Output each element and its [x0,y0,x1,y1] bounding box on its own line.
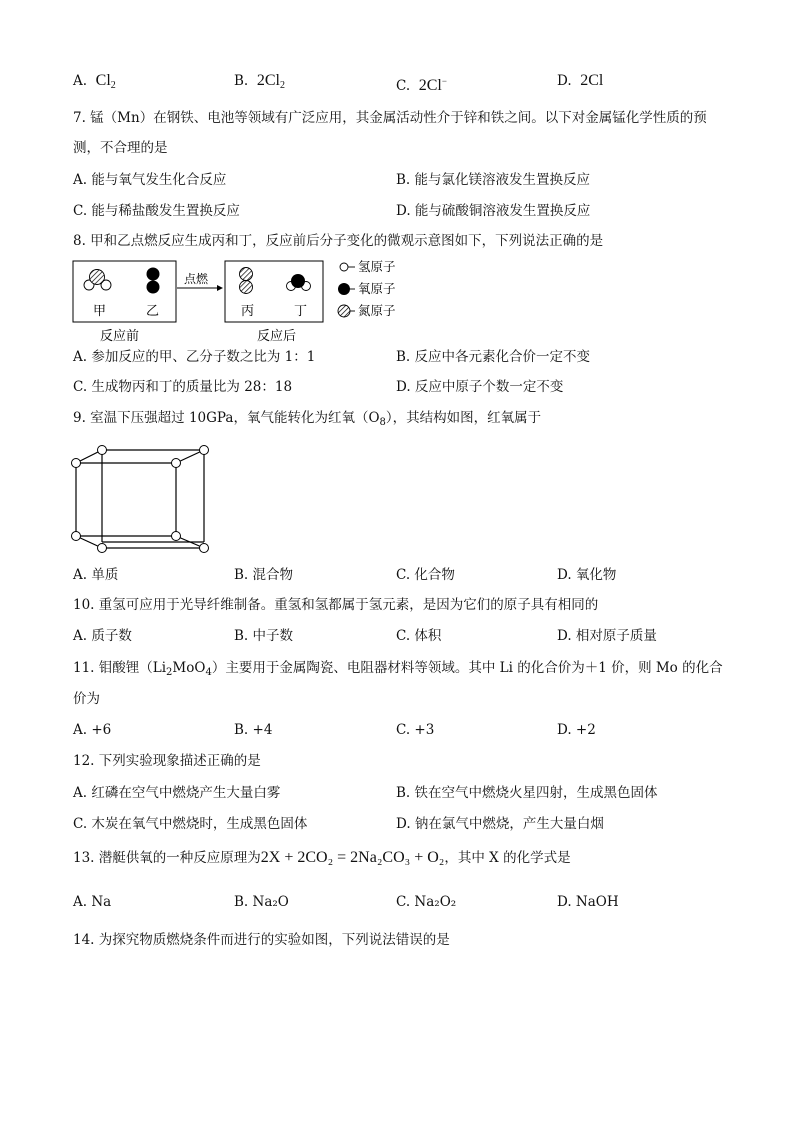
q9-option-a: A. 单质 [73,567,119,583]
q7-option-b: B. 能与氯化镁溶液发生置换反应 [396,172,591,188]
q8-option-a: A. 参加反应的甲、乙分子数之比为 1：1 [73,349,316,365]
after-box [225,261,323,322]
q7-stem-line2: 测，不合理的是 [73,140,168,156]
molecule-jia [84,270,111,291]
q8-reaction-diagram [60,254,420,348]
q7-option-c: C. 能与稀盐酸发生置换反应 [73,203,240,219]
molecule-yi [147,268,160,294]
q13-option-c: C. Na₂O₂ [396,894,457,910]
label-bing: 丙 [241,304,255,319]
atom [172,459,181,468]
molecule-bing [240,268,253,294]
red-oxygen-structure [68,438,218,560]
label-jia: 甲 [93,304,107,319]
legend-nitrogen: 氮原子 [358,303,396,318]
q10-option-b: B. 中子数 [234,628,294,644]
q11-option-d: D. +2 [557,722,596,738]
q8-option-d: D. 反应中原子个数一定不变 [396,379,564,395]
q13-option-d: D. NaOH [557,894,619,910]
q14-stem: 14. 为探究物质燃烧条件而进行的实验如图，下列说法错误的是 [73,932,450,948]
atom [172,532,181,541]
q12-option-b: B. 铁在空气中燃烧火星四射，生成黑色固体 [396,785,658,801]
atom [98,544,107,553]
q9-option-b: B. 混合物 [234,567,294,583]
q6-option-b: B. $2Cl_2$ [234,72,285,91]
q13-option-a: A. Na [73,894,112,910]
q6-option-c: C. 2Cl− [396,76,447,94]
q11-stem-line1: 11. 钼酸锂$(Li_2MoO_4)$主要用于金属陶瓷、电阻器材料等领域。其中 Li 的化合价为＋1 价，则 Mo 的化合 [73,660,723,678]
q9-option-d: D. 氧化物 [557,567,617,583]
q7-option-a: A. 能与氧气发生化合反应 [73,172,227,188]
caption-before: 反应前 [100,329,140,344]
arrow-head [217,285,223,291]
q12-stem: 12. 下列实验现象描述正确的是 [73,753,261,769]
label-yi: 乙 [146,304,160,319]
q11-option-a: A. +6 [73,722,112,738]
q10-option-d: D. 相对原子质量 [557,628,657,644]
before-box [73,261,176,322]
legend [338,259,396,318]
q11-option-c: C. +3 [396,722,435,738]
atom [200,446,209,455]
q9-option-c: C. 化合物 [396,567,455,583]
atom [200,544,209,553]
q10-option-a: A. 质子数 [73,628,132,644]
arrow-label: 点燃 [184,272,209,286]
q13-stem: 13. 潜艇供氧的一种反应原理为2X + 2CO₂ = 2Na₂CO₃ + O₂，其中 X 的化学式是 [73,849,571,866]
q8-option-c: C. 生成物丙和丁的质量比为 28：18 [73,379,293,395]
q11-option-b: B. +4 [234,722,273,738]
q12-option-d: D. 钠在氯气中燃烧，产生大量白烟 [396,816,604,832]
q8-option-b: B. 反应中各元素化合价一定不变 [396,349,591,365]
caption-after: 反应后 [257,329,297,344]
q7-stem-line1: 7. 锰（Mn）在钢铁、电池等领域有广泛应用，其金属活动性介于锌和铁之间。以下对金属锰化学性质的预 [73,110,707,126]
legend-oxygen: 氧原子 [358,281,396,296]
atom [72,459,81,468]
q8-stem: 8. 甲和乙点燃反应生成丙和丁，反应前后分子变化的微观示意图如下，下列说法正确的是 [73,233,604,249]
q11-stem-line2: 价为 [73,691,100,707]
atom [98,446,107,455]
q12-option-c: C. 木炭在氧气中燃烧时，生成黑色固体 [73,816,308,832]
q10-stem: 10. 重氢可应用于光导纤维制备。重氢和氢都属于氢元素，是因为它们的原子具有相同的 [73,597,599,613]
q13-equation: 2X + 2CO₂ = 2Na₂CO₃ + O₂ [260,849,445,866]
q9-stem: 9. 室温下压强超过 10GPa，氧气能转化为红氧$(O_8)$，其结构如图，红氧属于 [73,410,542,428]
q6-option-a: A. $Cl_2$ [73,72,116,91]
q7-option-d: D. 能与硫酸铜溶液发生置换反应 [396,203,591,219]
label-ding: 丁 [294,304,308,319]
q10-option-c: C. 体积 [396,628,442,644]
q13-option-b: B. Na₂O [234,894,289,910]
molecule-ding [287,274,311,291]
atom [72,532,81,541]
q12-option-a: A. 红磷在空气中燃烧产生大量白雾 [73,785,281,801]
legend-hydrogen: 氢原子 [358,259,396,274]
q6-option-d: D. 2Cl [557,72,604,89]
